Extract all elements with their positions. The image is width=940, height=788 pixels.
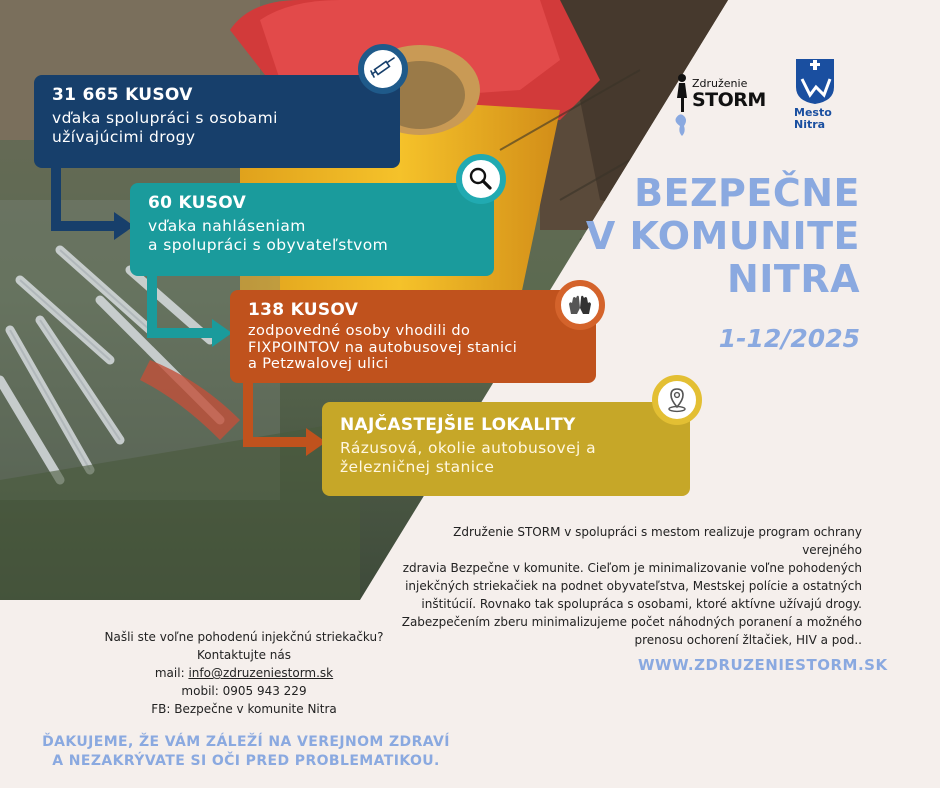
stat-description-line: FIXPOINTOV na autobusovej stanici (248, 339, 518, 356)
description-line: Združenie STORM v spolupráci s mestom realizuje program ochrany verejného (453, 525, 862, 557)
syringe-icon (358, 44, 408, 94)
contact-block (90, 628, 398, 718)
thank-you-line: A NEZAKRÝVATE SI OČI PRED PROBLEMATIKOU. (52, 753, 440, 769)
description-line: prenosu ochorení žltačiek, HIV a pod.. (634, 633, 862, 647)
stat-title: 138 KUSOV (248, 300, 359, 320)
description-line: injekčných striekačiek na podnet obyvateľstva, Mestskej polície a ostatných (405, 579, 862, 593)
date-range: 1-12/2025 (718, 324, 860, 353)
contact-question: Našli ste voľne pohodenú injekčnú striekačku? (104, 630, 384, 644)
magnifier-icon (456, 154, 506, 204)
stat-description-line: užívajúcimi drogy (52, 128, 196, 146)
stat-description-line: a spolupráci s obyvateľstvom (148, 236, 389, 254)
stat-description (248, 323, 578, 373)
stat-description (148, 217, 476, 255)
contact-heading: Kontaktujte nás (197, 648, 291, 662)
stat-description-line: vďaka spolupráci s osobami (52, 109, 278, 127)
stat-title: 31 665 KUSOV (52, 85, 193, 105)
nitra-logo-line: Nitra (794, 118, 826, 131)
website-link[interactable]: WWW.ZDRUZENIESTORM.SK (638, 656, 888, 674)
contact-mobile: mobil: 0905 943 229 (181, 684, 307, 698)
contact-mail-row (90, 664, 398, 682)
city-crest-icon (794, 57, 836, 105)
walking-figure-icon (672, 72, 692, 144)
headline-line: V KOMUNITE (585, 214, 860, 258)
description-line: zdravia Bezpečne v komunite. Cieľom je minimalizovanie voľne pohodených (402, 561, 862, 575)
headline-line: NITRA (726, 257, 860, 301)
thank-you-message (40, 733, 452, 771)
headline-line: BEZPEČNE (634, 171, 860, 215)
stat-card-residents (130, 183, 494, 276)
contact-mail-label: mail: (154, 666, 189, 680)
stat-card-fixpoints (230, 290, 596, 383)
stat-description-line: Rázusová, okolie autobusovej a (340, 439, 596, 457)
nitra-logo-line: Mesto (794, 106, 832, 119)
stat-card-locations (322, 402, 690, 496)
nitra-logo (790, 57, 840, 147)
stat-description-line: železničnej stanice (340, 458, 495, 476)
stat-card-users (34, 75, 400, 168)
description-line: inštitúcií. Rovnako tak spolupráca s osobami, ktoré aktívne užívajú drogy. (421, 597, 862, 611)
location-pin-icon (652, 375, 702, 425)
stat-description (52, 109, 382, 147)
program-description (396, 523, 862, 649)
stat-description-line: vďaka nahláseniam (148, 217, 306, 235)
contact-email-link[interactable]: info@zdruzeniestorm.sk (188, 666, 334, 680)
thank-you-line: ĎAKUJEME, ŽE VÁM ZÁLEŽÍ NA VEREJNOM ZDRAVÍ (42, 734, 450, 750)
nitra-logo-text (794, 107, 832, 131)
storm-logo-small-text: Združenie (692, 77, 748, 90)
stat-description-line: a Petzwalovej ulici (248, 356, 389, 372)
stat-title: NAJČASTEJŠIE LOKALITY (340, 415, 576, 435)
stat-description (340, 439, 672, 477)
storm-logo-name: STORM (692, 89, 766, 111)
contact-facebook: FB: Bezpečne v komunite Nitra (151, 702, 337, 716)
headline (586, 172, 860, 301)
description-line: Zabezpečením zberu minimalizujeme počet náhodných poranení a možného (401, 615, 862, 629)
stat-title: 60 KUSOV (148, 193, 247, 213)
storm-logo (672, 72, 776, 144)
stat-description-line: zodpovedné osoby vhodili do (248, 323, 471, 339)
